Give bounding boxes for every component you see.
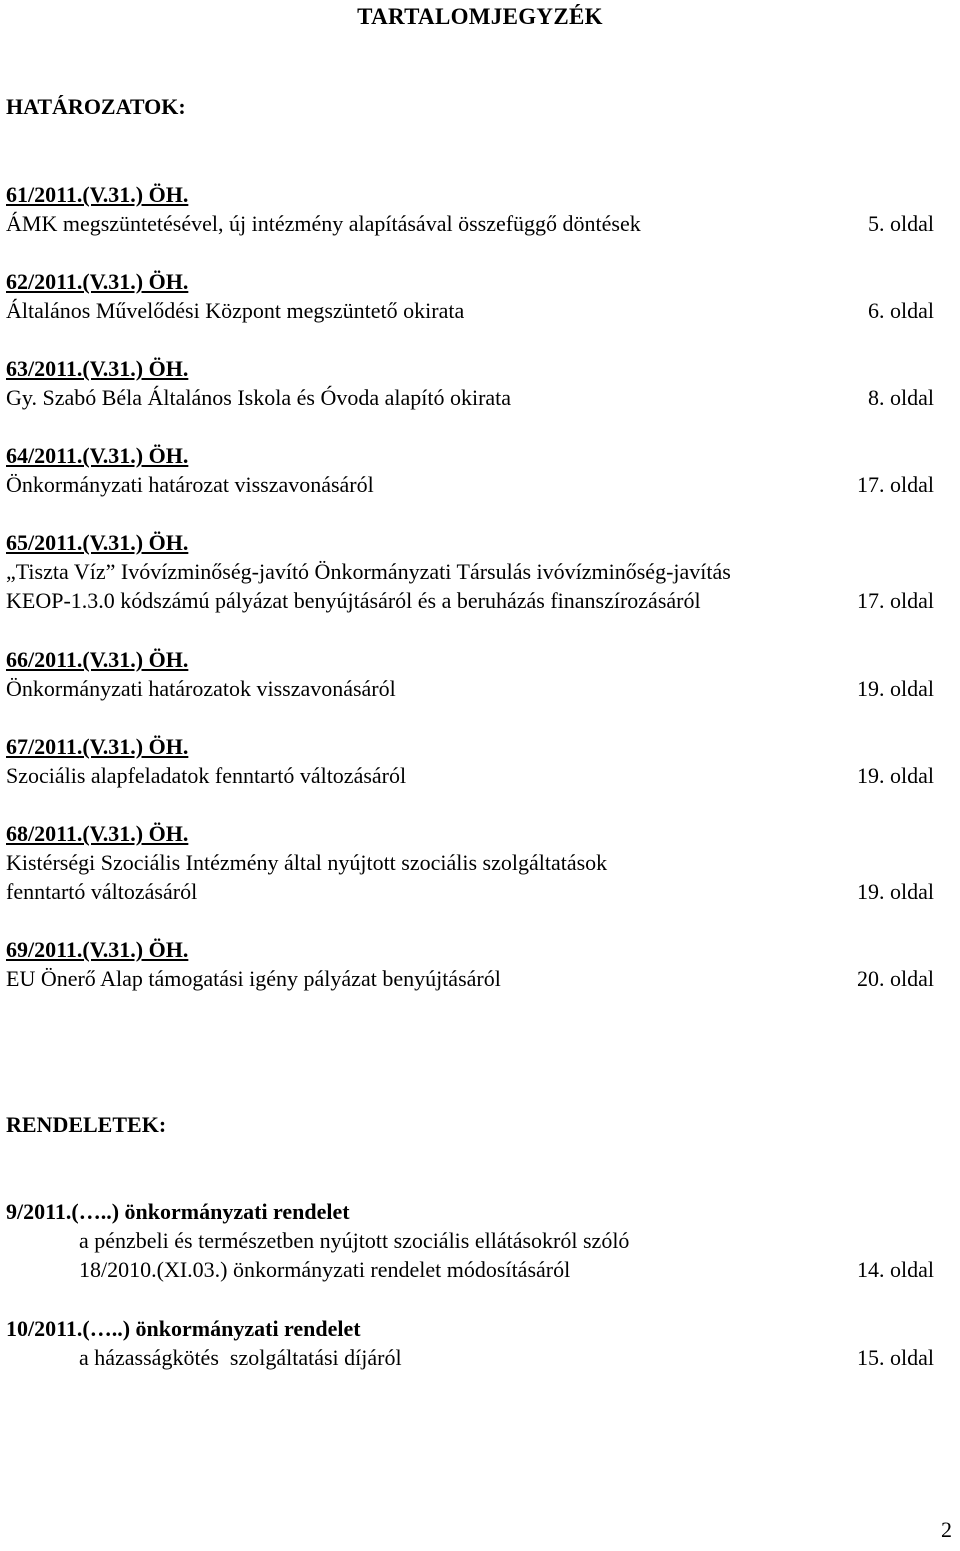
entry-title: EU Önerő Alap támogatási igény pályázat benyújtásáról <box>6 966 501 991</box>
toc-entry[interactable] <box>6 935 934 993</box>
entry-title-line-1: „Tiszta Víz” Ivóvízminőség-javító Önkormányzati Társulás ivóvízminőség-javítás <box>6 559 731 584</box>
toc-entry[interactable] <box>6 354 934 412</box>
page-reference: 19. oldal <box>857 879 934 904</box>
entry-title: Általános Művelődési Központ megszüntető okirata <box>6 298 465 323</box>
page-reference: 17. oldal <box>857 472 934 497</box>
page-reference: 19. oldal <box>857 763 934 788</box>
entry-title-line-2: fenntartó változásáról <box>6 879 198 904</box>
toc-entry[interactable] <box>6 441 934 499</box>
entry-title-line-2: 18/2010.(XI.03.) önkormányzati rendelet módosításáról <box>79 1257 571 1282</box>
resolution-number: 69/2011.(V.31.) ÖH. <box>6 937 189 962</box>
entry-title-line-2: KEOP-1.3.0 kódszámú pályázat benyújtásáról és a beruházás finanszírozásáról <box>6 588 701 613</box>
page-reference: 6. oldal <box>868 298 934 323</box>
resolution-number: 61/2011.(V.31.) ÖH. <box>6 182 189 207</box>
toc-entry[interactable] <box>6 1314 934 1372</box>
decree-number: 10/2011.(…..) önkormányzati rendelet <box>6 1316 361 1341</box>
toc-entry[interactable] <box>6 819 934 906</box>
page-reference: 17. oldal <box>857 588 934 613</box>
toc-entry[interactable] <box>6 528 934 615</box>
resolution-number: 65/2011.(V.31.) ÖH. <box>6 530 189 555</box>
page-number: 2 <box>941 1517 952 1542</box>
resolution-number: 66/2011.(V.31.) ÖH. <box>6 647 189 672</box>
entry-title: Önkormányzati határozat visszavonásáról <box>6 472 374 497</box>
decree-number: 9/2011.(…..) önkormányzati rendelet <box>6 1199 350 1224</box>
section-heading-hatarozatok: HATÁROZATOK: <box>6 94 186 119</box>
document-title: TARTALOMJEGYZÉK <box>357 4 603 29</box>
entry-title-line-1: a pénzbeli és természetben nyújtott szociális ellátásokról szóló <box>79 1228 630 1253</box>
entry-title: a házasságkötés szolgáltatási díjáról <box>79 1345 402 1370</box>
entry-title: Önkormányzati határozatok visszavonásáról <box>6 676 396 701</box>
toc-entry[interactable] <box>6 180 934 238</box>
toc-entry[interactable] <box>6 645 934 703</box>
toc-entry[interactable] <box>6 1197 934 1284</box>
entry-title: Szociális alapfeladatok fenntartó változásáról <box>6 763 407 788</box>
toc-entry[interactable] <box>6 267 934 325</box>
page-reference: 8. oldal <box>868 385 934 410</box>
resolution-number: 63/2011.(V.31.) ÖH. <box>6 356 189 381</box>
resolution-number: 64/2011.(V.31.) ÖH. <box>6 443 189 468</box>
entry-title-line-1: Kistérségi Szociális Intézmény által nyújtott szociális szolgáltatások <box>6 850 608 875</box>
page-reference: 15. oldal <box>857 1345 934 1370</box>
entry-title: Gy. Szabó Béla Általános Iskola és Óvoda alapító okirata <box>6 385 512 410</box>
page-reference: 19. oldal <box>857 676 934 701</box>
entry-title: ÁMK megszüntetésével, új intézmény alapításával összefüggő döntések <box>6 211 641 236</box>
resolution-number: 67/2011.(V.31.) ÖH. <box>6 734 189 759</box>
page-reference: 14. oldal <box>857 1257 934 1282</box>
page-reference: 5. oldal <box>868 211 934 236</box>
section-heading-rendeletek: RENDELETEK: <box>6 1112 167 1137</box>
page-reference: 20. oldal <box>857 966 934 991</box>
resolution-number: 62/2011.(V.31.) ÖH. <box>6 269 189 294</box>
toc-entry[interactable] <box>6 732 934 790</box>
resolution-number: 68/2011.(V.31.) ÖH. <box>6 821 189 846</box>
